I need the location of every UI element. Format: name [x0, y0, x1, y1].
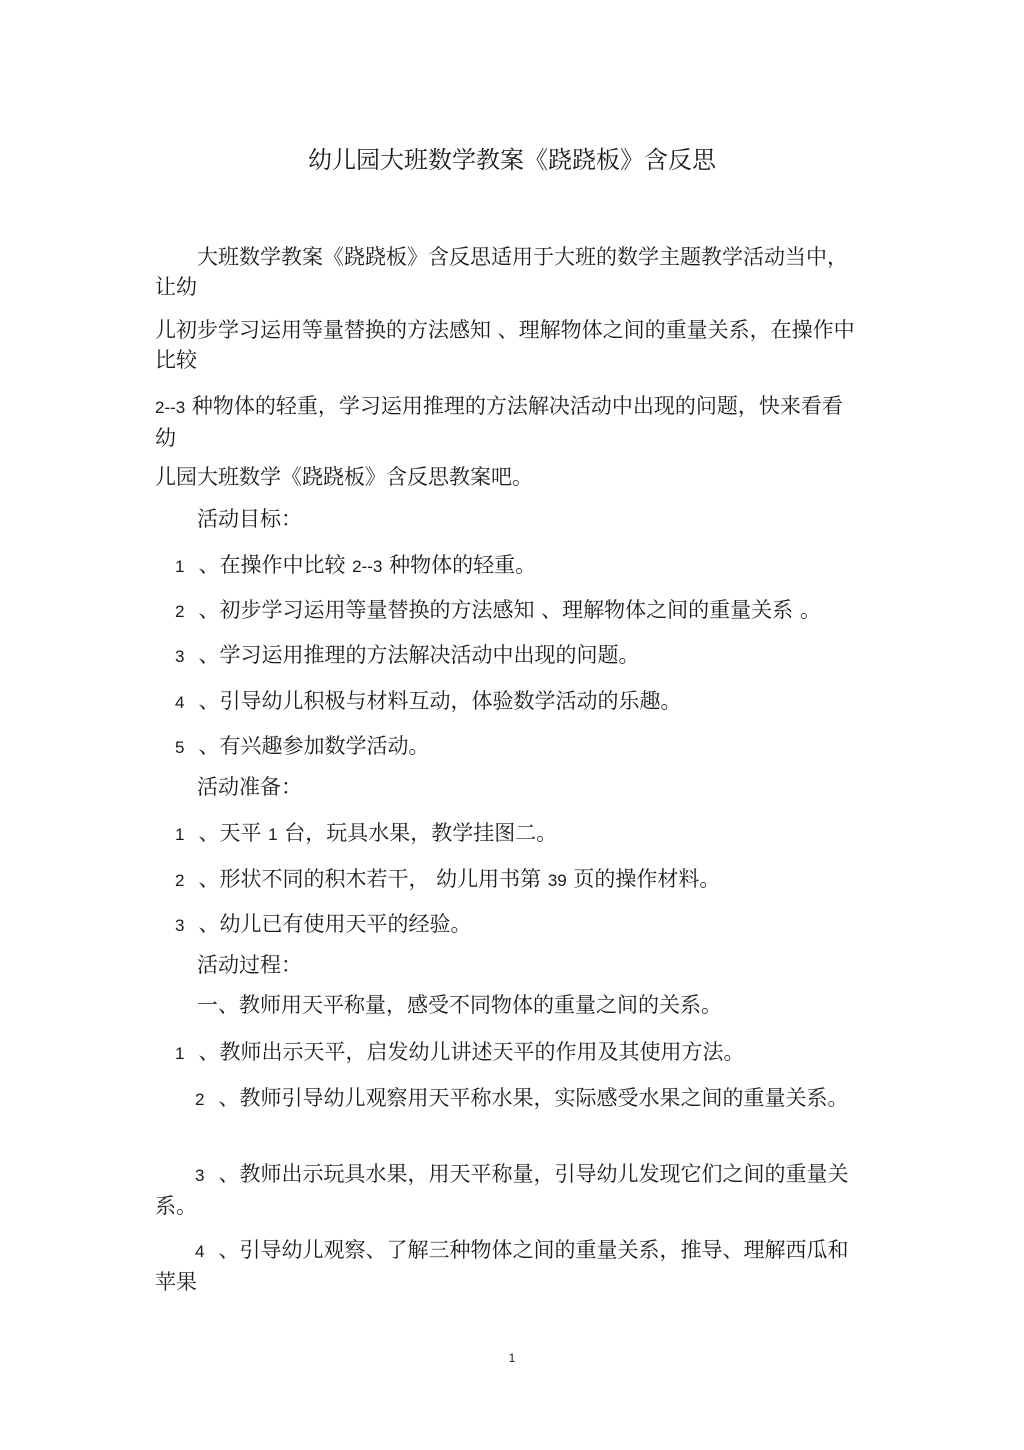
process-number: 1 — [175, 1044, 185, 1063]
goal-text-after: 种物体的轻重。 — [382, 553, 537, 577]
prep-item-3 — [175, 909, 471, 941]
prep-number: 1 — [175, 825, 185, 844]
process-item-4 — [155, 1235, 855, 1297]
prep-number: 3 — [175, 916, 185, 935]
goal-text: 、有兴趣参加数学活动。 — [198, 734, 430, 758]
goal-text: 、学习运用推理的方法解决活动中出现的问题。 — [198, 643, 640, 667]
goal-number: 3 — [175, 647, 185, 666]
process-number: 2 — [195, 1090, 205, 1109]
goal-inline-number: 2--3 — [352, 557, 383, 576]
goal-text-before: 、在操作中比较 — [198, 553, 353, 577]
goal-number: 4 — [175, 693, 185, 712]
goal-text: 、引导幼儿积极与材料互动，体验数学活动的乐趣。 — [198, 689, 682, 713]
process-section-1: 一、教师用天平称量，感受不同物体的重量之间的关系。 — [197, 993, 722, 1017]
prep-heading: 活动准备： — [197, 775, 302, 799]
intro-line-2: 儿初步学习运用等量替换的方法感知 、理解物体之间的重量关系，在操作中比较 — [155, 318, 855, 372]
process-number: 4 — [195, 1242, 205, 1261]
intro-line-3-text: 种物体的轻重，学习运用推理的方法解决活动中出现的问题，快来看看幼 — [155, 394, 843, 450]
intro-line-1: 大班数学教案《跷跷板》含反思适用于大班的数学主题教学活动当中，让幼 — [155, 245, 848, 299]
prep-item-2 — [175, 864, 720, 896]
process-item-2 — [155, 1083, 855, 1115]
goal-item-4 — [175, 686, 681, 718]
goal-number: 5 — [175, 738, 185, 757]
intro-line-3-number: 2--3 — [155, 398, 186, 417]
process-number: 3 — [195, 1166, 205, 1185]
process-text: 、教师出示天平，启发幼儿讲述天平的作用及其使用方法。 — [198, 1040, 745, 1064]
goal-item-1 — [175, 550, 536, 582]
goal-item-5 — [175, 731, 429, 763]
goal-number: 1 — [175, 557, 185, 576]
goal-item-3 — [175, 640, 639, 672]
prep-text-after: 台，玩具水果，教学挂图二。 — [277, 821, 558, 845]
prep-text: 、幼儿已有使用天平的经验。 — [198, 912, 472, 936]
prep-number: 2 — [175, 871, 185, 890]
document-title: 幼儿园大班数学教案《跷跷板》含反思 — [308, 146, 716, 174]
prep-text-after: 页的操作材料。 — [566, 867, 721, 891]
intro-line-3 — [155, 391, 855, 453]
page-number: 1 — [508, 1351, 516, 1365]
process-item-3 — [155, 1159, 855, 1221]
process-text: 、教师引导幼儿观察用天平称水果，实际感受水果之间的重量关系。 — [218, 1086, 849, 1110]
goal-number: 2 — [175, 602, 185, 621]
process-text: 、教师出示玩具水果，用天平称量，引导幼儿发现它们之间的重量关系。 — [155, 1162, 849, 1218]
process-text: 、引导幼儿观察、了解三种物体之间的重量关系，推导、理解西瓜和苹果 — [155, 1238, 849, 1294]
goals-heading: 活动目标： — [197, 507, 302, 531]
process-heading: 活动过程： — [197, 953, 302, 977]
prep-inline-number: 1 — [268, 825, 278, 844]
prep-inline-number: 39 — [547, 871, 567, 890]
process-item-1 — [175, 1037, 744, 1069]
prep-item-1 — [175, 818, 557, 850]
prep-text-before: 、天平 — [198, 821, 269, 845]
goal-item-2 — [175, 595, 821, 627]
intro-line-4: 儿园大班数学《跷跷板》含反思教案吧。 — [155, 465, 533, 489]
goal-text: 、初步学习运用等量替换的方法感知 、理解物体之间的重量关系 。 — [198, 598, 821, 622]
prep-text-before: 、形状不同的积木若干， 幼儿用书第 — [198, 867, 548, 891]
